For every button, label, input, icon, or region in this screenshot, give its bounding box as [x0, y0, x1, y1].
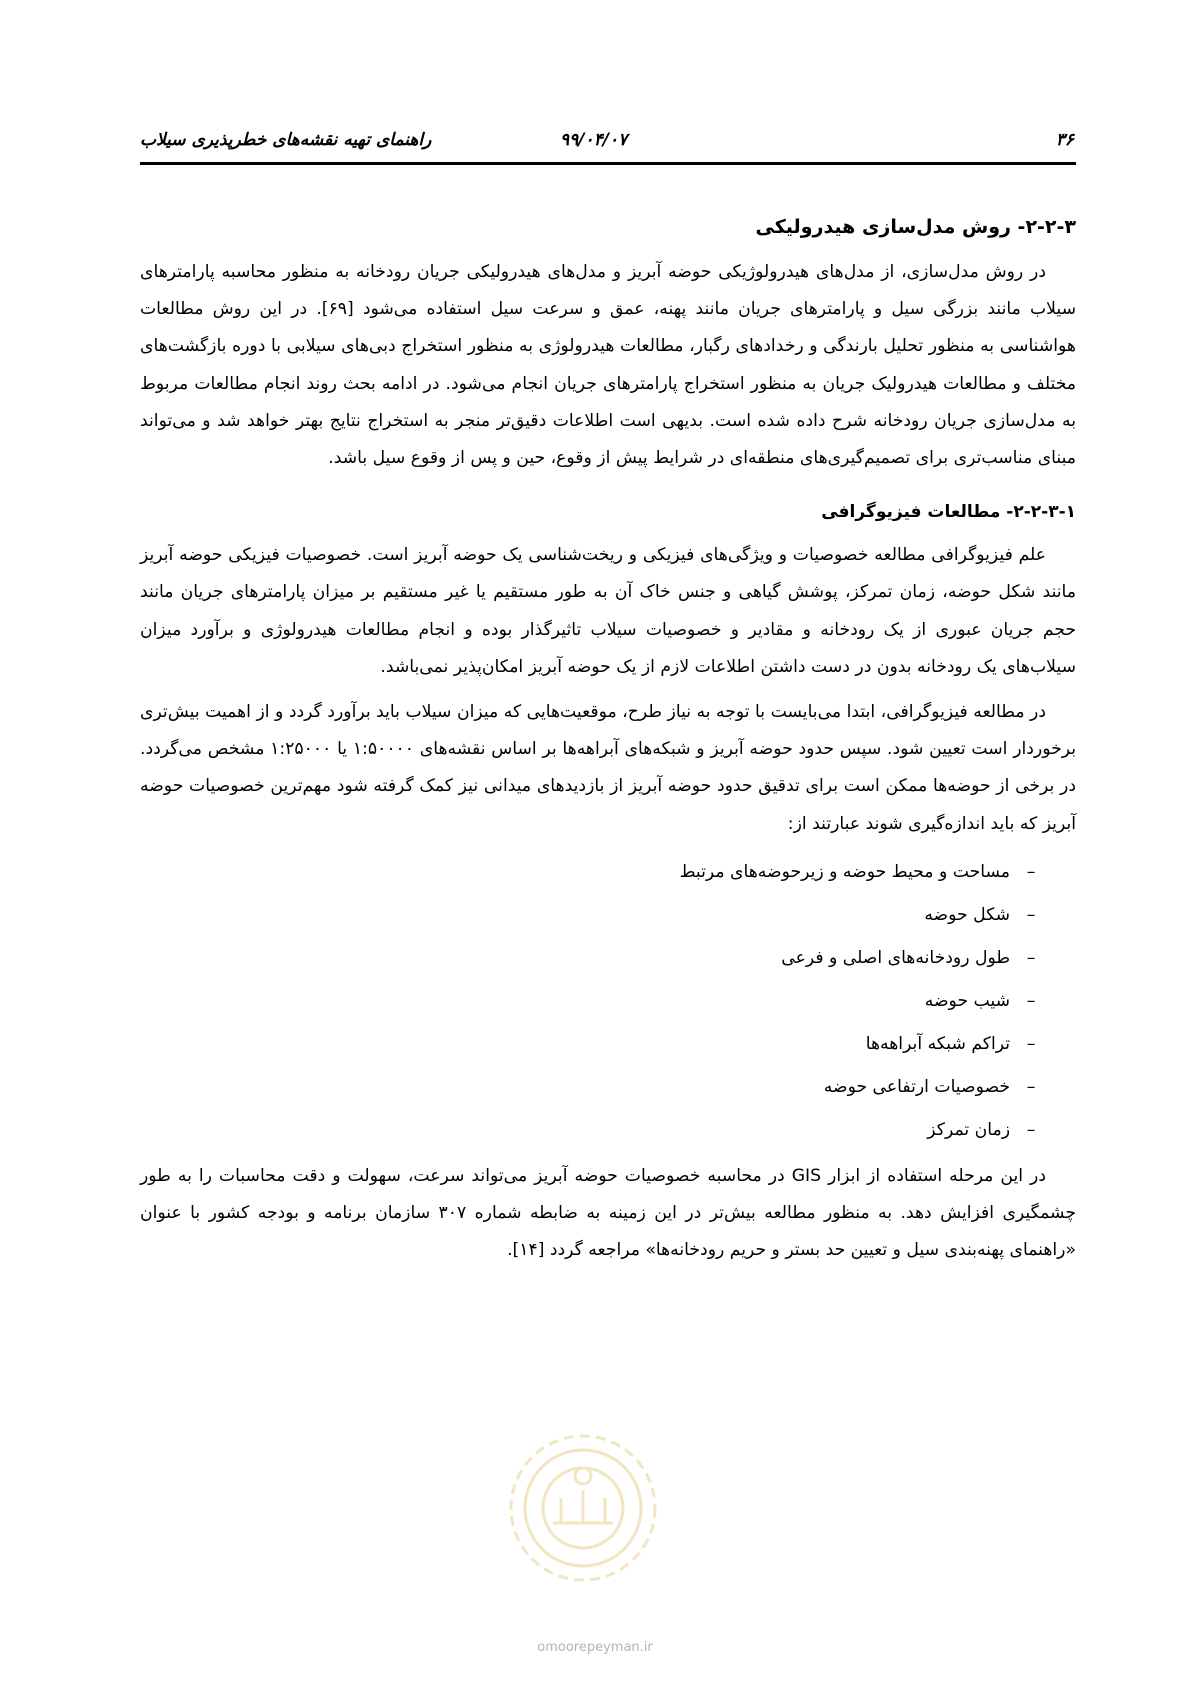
watermark-url: omoorepeyman.ir — [537, 1640, 653, 1655]
paragraph-gis: در این مرحله استفاده از ابزار GIS در محاسبه خصوصیات حوضه آبریز می‌تواند سرعت، سهولت و دقت محاسبات را به طور چشمگیری افزایش دهد. به منظور مطالعه بیش‌تر در این زمینه به ضابطه شماره ۳۰۷ سازمان برنامه و بودجه کشور با عنوان «راهنمای پهنه‌بندی سیل و تعیین حد بستر و حریم رودخانه‌ها» مراجعه گردد [۱۴]. — [140, 1165, 1076, 1261]
section-paragraph: در روش مدل‌سازی، از مدل‌های هیدرولوژیکی حوضه آبریز و مدل‌های هیدرولیکی جریان رودخانه به منظور محاسبه پارامترهای سیلاب مانند بزرگی سیل و پارامترهای جریان مانند پهنه، عمق و سرعت سیل استفاده می‌شود [۶۹]. در این روش مطالعات هواشناسی به منظور تحلیل بارندگی و رخدادهای رگبار، مطالعات هیدرولوژی به منظور استخراج دبی‌های سیلابی با دوره بازگشت‌های مختلف و مطالعات هیدرولیک جریان به منظور استخراج پارامترهای جریان انجام می‌شود. در ادامه بحث روند انجام مطالعات مربوط به مدل‌سازی جریان رودخانه شرح داده شده است. بدیهی است اطلاعات دقیق‌تر منجر به استخراج نتایج بهتر خواهد شد و می‌تواند مبنای مناسب‌تری برای تصمیم‌گیری‌های منطقه‌ای در شرایط پیش از وقوع، حین و پس از وقوع سیل باشد. — [140, 262, 1076, 469]
list-item — [140, 1023, 1040, 1066]
paragraph-physiography-method: در مطالعه فیزیوگرافی، ابتدا می‌بایست با توجه به نیاز طرح، موقعیت‌هایی که میزان سیلاب باید برآورد گردد و از اهمیت بیش‌تری برخوردار است تعیین شود. سپس حدود حوضه آبریز و شبکه‌های آبراهه‌ها بر اساس نقشه‌های ۱:۵۰۰۰۰ یا ۱:۲۵۰۰۰ مشخص می‌گردد. در برخی از حوضه‌ها ممکن است برای تدقیق حدود حوضه آبریز از بازدیدهای میدانی نیز کمک گرفته شود مهم‌ترین خصوصیات حوضه آبریز که باید اندازه‌گیری شوند عبارتند از: — [140, 702, 1076, 834]
section-heading: ۲-۲-۳- روش مدل‌سازی هیدرولیکی — [755, 216, 1076, 238]
subsection-heading: ۲-۲-۳-۱- مطالعات فیزیوگرافی — [821, 502, 1076, 523]
page-body — [140, 212, 1076, 1277]
list-item-text: خصوصیات ارتفاعی حوضه — [823, 1076, 1010, 1097]
list-item — [140, 937, 1040, 980]
list-item-text: زمان تمرکز — [927, 1119, 1010, 1140]
list-item-text: مساحت و محیط حوضه و زیرحوضه‌های مرتبط — [679, 861, 1010, 882]
list-dash: – — [1026, 861, 1036, 882]
running-title: راهنمای تهیه نقشه‌های خطرپذیری سیلاب — [140, 130, 432, 150]
paragraph-physiography-intro: علم فیزیوگرافی مطالعه خصوصیات و ویژگی‌های فیزیکی و ریخت‌شناسی یک حوضه آبریز است. خصوصیات فیزیکی حوضه آبریز مانند شکل حوضه، زمان تمرکز، پوشش گیاهی و جنس خاک آن به طور مستقیم یا غیر مستقیم بر میزان پارامترهای جریان مانند حجم جریان عبوری از یک رودخانه و مقادیر و خصوصیات سیلاب تاثیرگذار بوده و انجام مطالعات هیدرولوژی و برآورد میزان سیلاب‌های یک رودخانه بدون در دست داشتن اطلاعات لازم از یک حوضه آبریز امکان‌پذیر نمی‌باشد. — [140, 545, 1076, 677]
list-item — [140, 980, 1040, 1023]
list-item-text: شکل حوضه — [924, 904, 1010, 925]
list-dash: – — [1026, 990, 1036, 1011]
list-dash: – — [1026, 1033, 1036, 1054]
page-header — [140, 126, 1076, 165]
list-dash: – — [1026, 1119, 1036, 1140]
list-item — [140, 894, 1040, 937]
list-item-text: طول رودخانه‌های اصلی و فرعی — [781, 947, 1010, 968]
list-item — [140, 851, 1040, 894]
header-date: ۹۹/۰۴/۰۷ — [560, 130, 628, 150]
list-dash: – — [1026, 947, 1036, 968]
list-dash: – — [1026, 1076, 1036, 1097]
list-item — [140, 1066, 1040, 1109]
list-item-text: تراکم شبکه آبراهه‌ها — [865, 1033, 1010, 1054]
list-dash: – — [1026, 904, 1036, 925]
page-number: ۳۶ — [1055, 130, 1074, 150]
watermark-seal-icon — [503, 1428, 663, 1588]
list-item — [140, 1109, 1040, 1152]
list-item-text: شیب حوضه — [924, 990, 1010, 1011]
characteristics-list — [140, 851, 1076, 1152]
